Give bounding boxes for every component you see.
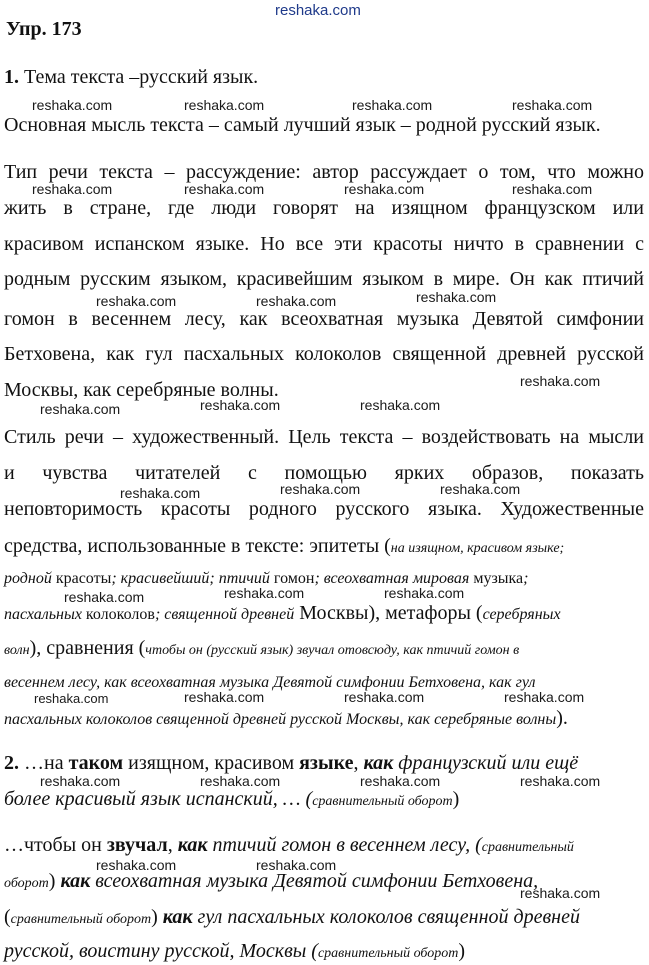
watermark: reshaka.com [184,97,265,113]
text-span: музыка [469,570,524,587]
text-span: гомон [269,570,315,587]
text-span: на изящном, красивом языке; [390,541,565,556]
text-span: сравнительный [481,840,574,855]
watermark: reshaka.com [360,773,441,789]
text-line [4,707,644,731]
watermark: reshaka.com [440,481,521,497]
text-span: красоты [51,570,112,587]
watermark: reshaka.com [344,689,425,705]
text-line: Стиль речи – художественный. Цель текста – воздействовать на мысли [4,426,644,448]
watermark: reshaka.com [120,485,201,501]
text-span: родной [4,570,52,587]
text-line: жить в стране, где люди говорят на изящном французском или [4,197,644,219]
text-line: красивом испанском языке. Но все эти красоты ничто в сравнении с [4,233,644,255]
text-span: ). [556,707,568,729]
text-span: Москвы), метафоры ( [294,602,483,624]
text-line: Тип речи текста – рассуждение: автор рассуждает о том, что можно [4,161,644,183]
watermark: reshaka.com [280,481,361,497]
text-span: как [162,906,193,928]
watermark: reshaka.com [416,289,497,305]
text-span: французский или ещё [393,752,579,774]
text-line [4,637,644,662]
text-span: всеохватная музыка Девятой симфонии Бетховена, [90,870,539,892]
watermark: reshaka.com [32,181,113,197]
text-span: звучал [106,834,168,856]
watermark: reshaka.com [184,181,265,197]
watermark: reshaka.com [520,373,601,389]
text-line: весеннем лесу, как всеохватная музыка Девятой симфонии Бетховена, как гул [4,674,536,691]
text-span: гул пасхальных колоколов священной древней [192,906,580,928]
text-span: сравнительный оборот [317,946,459,961]
watermark: reshaka.com [32,97,113,113]
text-span: ), сравнения ( [29,637,146,659]
watermark: reshaka.com [96,293,177,309]
text-span: пасхальных [4,606,82,623]
watermark: reshaka.com [352,97,433,113]
watermark-top: reshaka.com [275,2,361,19]
text-line [4,535,644,560]
text-span: пасхальных колоколов священной древней русской Москвы, как серебряные волны [4,711,557,728]
text-line: гомон в весеннем лесу, как всеохватная музыка Девятой симфонии [4,308,644,330]
text-line: Бетховена, как гул пасхальных колоколов священной древней русской [4,343,644,365]
exercise-title: Упр. 173 [6,18,82,40]
text-span: ; [523,570,529,587]
text-span: ) [452,788,460,810]
text-span: таком [68,752,124,774]
watermark: reshaka.com [64,589,145,605]
text-line [4,834,644,859]
watermark: reshaka.com [384,585,465,601]
watermark: reshaka.com [256,857,337,873]
watermark: reshaka.com [512,181,593,197]
watermark: reshaka.com [344,181,425,197]
text-span: средства, использованные в тексте: эпитеты ( [4,535,391,557]
text-line [4,602,644,626]
text-line [4,568,644,590]
text-span: языке [299,752,354,774]
text-span: ; всеохватная мировая [314,570,470,587]
watermark: reshaka.com [520,885,601,901]
text-line [4,752,644,774]
text-span: сравнительный оборот [10,912,152,927]
text-line: и чувства читателей с помощью ярких образов, показать [4,462,644,484]
text-span: птичий гомон в весеннем лесу, ( [207,834,482,856]
text-span: сравнительный оборот [312,794,453,809]
text-span: , [353,752,364,774]
watermark: reshaka.com [200,397,281,413]
text-line [4,906,644,931]
text-span: …на [19,752,69,774]
text-span: Тема текста –русский язык. [24,66,259,88]
text-span: , [167,834,178,856]
watermark: reshaka.com [40,773,121,789]
text-span: волн [4,643,30,658]
text-span: как [60,870,91,892]
text-span: ; красивейший; птичий [111,570,270,587]
watermark: reshaka.com [40,401,121,417]
text-line: неповторимость красоты родного русского языка. Художественные [4,498,644,520]
text-line [4,940,644,965]
text-line: Основная мысль текста – самый лучший язык – родной русский язык. [4,114,601,136]
text-span: серебряных [482,606,561,623]
watermark: reshaka.com [504,689,585,705]
watermark: reshaka.com [256,293,337,309]
text-span: ) [48,870,61,892]
text-line: родным русским языком, красивейшим языком в мире. Он как птичий [4,268,644,290]
text-span: …чтобы он [4,834,107,856]
text-span: более красивый язык испанский, … ( [4,788,313,810]
section-number: 1. [4,66,19,88]
watermark: reshaka.com [512,97,593,113]
watermark: reshaka.com [360,397,441,413]
text-span: ) [151,906,163,928]
watermark: reshaka.com [200,773,281,789]
section-number: 2. [4,752,19,774]
text-line: Москвы, как серебряные волны. [4,379,279,401]
text-span: русской, воистину русской, Москвы ( [4,940,318,962]
text-line [4,66,644,88]
text-span: колоколов [81,606,155,623]
watermark: reshaka.com [520,773,601,789]
watermark: reshaka.com [224,585,305,601]
text-span: оборот [4,876,49,891]
text-span: как [177,834,208,856]
text-span: как [363,752,394,774]
text-span: чтобы он (русский язык) звучал отовсюду, как птичий гомон в [145,643,520,658]
watermark: reshaka.com [184,689,265,705]
text-span: изящном, красивом [123,752,300,774]
text-span: ; священной древней [154,606,295,623]
text-line [4,788,644,813]
text-span: ( [4,906,11,928]
watermark: reshaka.com [34,691,109,706]
watermark: reshaka.com [96,857,177,873]
text-span: ) [458,940,466,962]
